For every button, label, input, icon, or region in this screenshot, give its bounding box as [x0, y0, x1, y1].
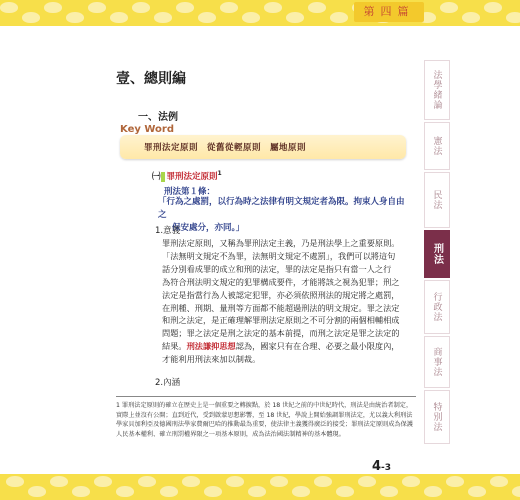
pattern-dot — [44, 2, 62, 13]
paragraph-line: 和刑之法定，是正確理解罪刑法定原則之不可分割的兩個相輔相成 — [162, 315, 400, 326]
pattern-dot — [308, 2, 326, 13]
header-pattern-band — [0, 0, 520, 26]
paragraph-line: 問題；罪之法定是刑之法定的基本前提，而刑之法定是罪之法定的 — [162, 328, 400, 339]
pattern-dot — [160, 486, 178, 497]
paragraph-line: 在刑種、刑期、量刑等方面都不能超過刑法的明文規定。罪之法定 — [162, 302, 400, 313]
side-tab[interactable]: 特別法 — [424, 390, 450, 444]
page-number: 4-3 — [372, 459, 392, 474]
pattern-dot — [292, 486, 310, 497]
pattern-dot — [88, 2, 106, 13]
footnote-text: 罪刑法定原則的確立在歷史上是一個重要之轉捩點，於 18 世紀之前的中世紀時代，刑法是由統治者制定，實際上並沒有公開；直到近代，受到啟蒙思想影響，至 18 世紀，學說上開始強調罪刑法定，尤以義大利刑法學家貝加利亞及德國刑法學家費爾巴哈的推動最為重要，使法律主義獲得廣泛的接受；罪刑法定原則成為保護人民基本權利、確立刑罰權界限之一項基本原則，成為法治國法制精神的基本體現。 — [116, 402, 413, 438]
law-quote-line: 「行為之處罰，以行為時之法律有明文規定者為限。拘束人身自由之 — [158, 197, 405, 220]
pattern-dot — [132, 2, 150, 13]
keyword-items: 罪刑法定原則 從舊從輕原則 屬地原則 — [144, 143, 307, 153]
pattern-dot — [286, 12, 304, 23]
highlight-term: 刑法謙抑思想 — [186, 341, 236, 352]
law-article-quote — [158, 196, 408, 235]
footnote-number: 1 — [116, 402, 120, 409]
keyword-label: Key Word — [120, 124, 174, 135]
footer-pattern-band — [0, 474, 520, 500]
subsection-heading — [152, 170, 222, 182]
pattern-dot — [28, 486, 46, 497]
pattern-dot — [242, 12, 260, 23]
side-tab[interactable]: 刑法 — [424, 230, 450, 278]
pattern-dot — [0, 2, 18, 13]
section-heading: 一、法例 — [138, 112, 178, 123]
footnote-marker[interactable]: 1 — [217, 170, 222, 177]
pattern-dot — [402, 476, 420, 487]
pattern-dot — [424, 486, 442, 497]
side-tab[interactable]: 法學緒論 — [424, 60, 450, 120]
pattern-dot — [138, 476, 156, 487]
footnote — [116, 401, 416, 439]
subsection-title: 罪刑法定原則 — [166, 172, 218, 182]
paragraph-line: 法定是指當行為人被認定犯罪，亦必須依照刑法的規定將之處罰， — [162, 289, 400, 300]
pattern-dot — [176, 2, 194, 13]
paragraph-text: 認為，國家只有在合理、必要之最小限度內， — [235, 341, 400, 352]
pattern-dot — [270, 476, 288, 487]
item-label-meaning: 1.意義 — [155, 226, 181, 236]
pattern-dot — [490, 476, 508, 487]
paragraph-line: 「法無明文規定不為罪，法無明文規定不處罰」，我們可以將這句 — [162, 250, 396, 261]
pattern-dot — [264, 2, 282, 13]
side-tab[interactable]: 商事法 — [424, 336, 450, 388]
subsection-number: ㈠ — [152, 172, 161, 182]
pattern-dot — [446, 476, 464, 487]
law-article-title: 刑法第１條： — [164, 187, 216, 197]
pattern-dot — [154, 12, 172, 23]
paragraph-line: 為符合刑法明文規定的犯罪構成要件，才能將該之視為犯罪；刑之 — [162, 276, 400, 287]
page-title: 壹、總則編 — [116, 71, 186, 87]
pattern-dot — [336, 486, 354, 497]
page-index: 3 — [384, 463, 392, 473]
law-quote-line: 保安處分，亦同。」 — [172, 223, 245, 233]
pattern-dot — [198, 12, 216, 23]
pattern-dot — [226, 476, 244, 487]
pattern-dot — [440, 2, 458, 13]
side-tab-nav — [424, 60, 450, 446]
pattern-dot — [468, 486, 486, 497]
pattern-dot — [110, 12, 128, 23]
pattern-dot — [6, 476, 24, 487]
pattern-dot — [314, 476, 332, 487]
pattern-dot — [380, 486, 398, 497]
pattern-dot — [50, 476, 68, 487]
pattern-dot — [248, 486, 266, 497]
body-paragraph — [162, 237, 410, 366]
paragraph-text: 結果。 — [162, 341, 187, 352]
footnote-divider — [116, 396, 416, 397]
item-label-content: 2.內涵 — [155, 378, 181, 388]
pattern-dot — [182, 476, 200, 487]
pattern-dot — [512, 486, 520, 497]
pattern-dot — [330, 12, 348, 23]
side-tab[interactable]: 憲法 — [424, 122, 450, 170]
pattern-dot — [204, 486, 222, 497]
pattern-dot — [94, 476, 112, 487]
chapter-tag: 第四篇 — [354, 2, 424, 22]
paragraph-line: 才能利用刑法來加以制裁。 — [162, 354, 261, 365]
pattern-dot — [484, 2, 502, 13]
highlight-bar-icon — [161, 172, 165, 182]
keyword-box — [120, 135, 406, 159]
pattern-dot — [66, 12, 84, 23]
pattern-dot — [358, 476, 376, 487]
pattern-dot — [22, 12, 40, 23]
pattern-dot — [462, 12, 480, 23]
side-tab[interactable]: 行政法 — [424, 280, 450, 334]
pattern-dot — [506, 12, 520, 23]
page-chapter: 4 — [372, 459, 382, 474]
pattern-dot — [116, 486, 134, 497]
paragraph-line: 罪刑法定原則，又稱為罪刑法定主義，乃是刑法學上之重要原則。 — [162, 238, 400, 248]
paragraph-line — [162, 340, 410, 353]
pattern-dot — [220, 2, 238, 13]
pattern-dot — [72, 486, 90, 497]
paragraph-line: 話分別看成罪的成立和刑的法定，罪的法定是指只有當一人之行 — [162, 263, 392, 274]
side-tab[interactable]: 民法 — [424, 172, 450, 228]
